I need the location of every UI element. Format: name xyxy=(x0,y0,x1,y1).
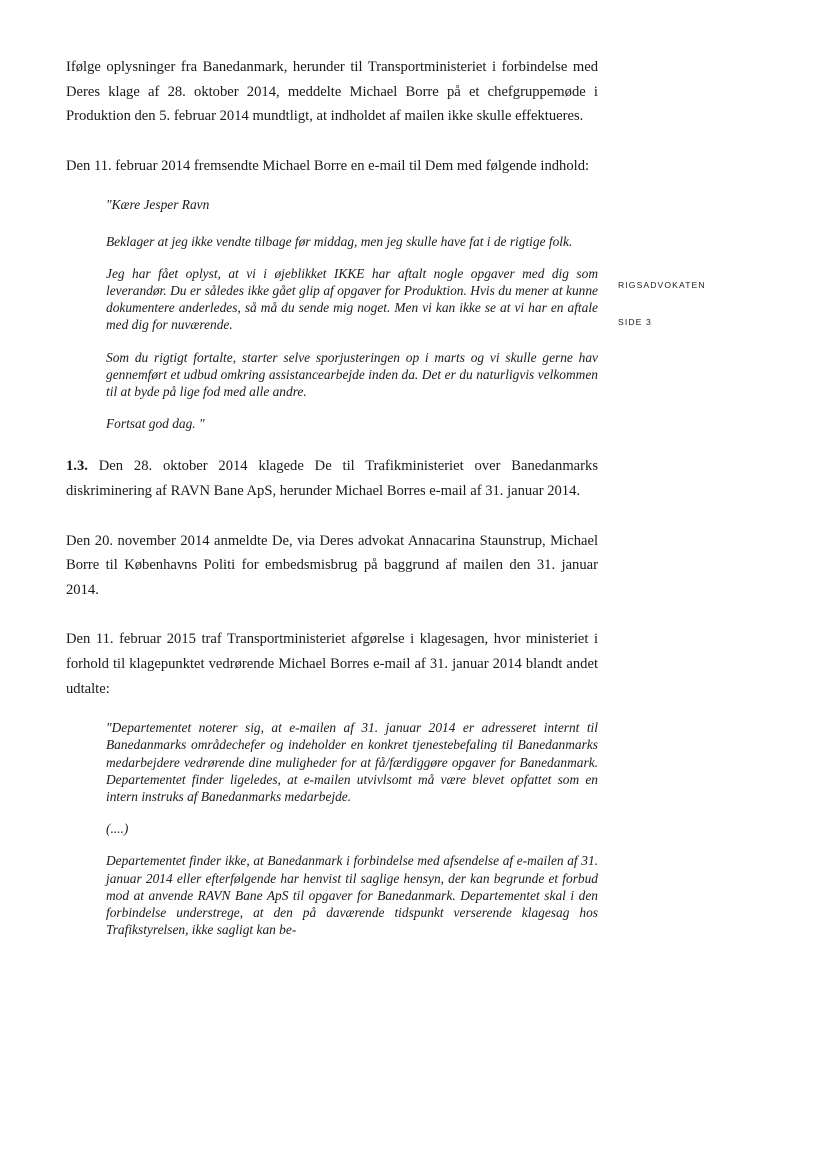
ministry-quote xyxy=(106,719,598,938)
paragraph-ministry-decision: Den 11. februar 2015 traf Transportministeriet afgørelse i klagesagen, hvor ministeriet i forhold til klagepunktet vedrørende Michael Borres e-mail af 31. januar 2014 blandt andet udtalte: xyxy=(66,631,598,697)
email-quote xyxy=(106,196,598,432)
document-body xyxy=(66,55,598,953)
paragraph-banedanmark-info: Ifølge oplysninger fra Banedanmark, herunder til Transportministeriet i forbindelse med Deres klage af 28. oktober 2014, meddelte Michael Borre på et chefgruppemøde i Produktion den 5. februar 2014 mundtligt, at indholdet af mailen ikke skulle effektueres. xyxy=(66,59,598,125)
quote-paragraph: Jeg har fået oplyst, at vi i øjeblikket IKKE har aftalt nogle opgaver med dig som leverandør. Du er således ikke gået glip af opgaver for Produktion. Hvis du mener at kunne dokumentere anderledes, så må du sende mig noget. Men vi kan ikke se at vi har en aftale med dig for nuværende. xyxy=(106,265,598,333)
paragraph-police-report: Den 20. november 2014 anmeldte De, via Deres advokat Annacarina Staunstrup, Michael Borre til Københavns Politi for embedsmisbrug på baggrund af mailen den 31. januar 2014. xyxy=(66,532,598,598)
section-text: Den 28. oktober 2014 klagede De til Trafikministeriet over Banedanmarks diskriminering af RAVN Bane ApS, herunder Michael Borres e-mail af 31. januar 2014. xyxy=(66,458,598,499)
paragraph-section-1-3 xyxy=(66,454,598,503)
quote-paragraph: Som du rigtigt fortalte, starter selve sporjusteringen op i marts og vi skulle gerne hav gennemført et udbud omkring assistancearbejde inden da. Det er du naturligvis velkommen til at byde på lige fod med alle andre. xyxy=(106,349,598,399)
page-number: SIDE 3 xyxy=(618,317,652,327)
sidebar-organization: RIGSADVOKATEN xyxy=(618,280,706,290)
paragraph-email-intro: Den 11. februar 2014 fremsendte Michael Borre en e-mail til Dem med følgende indhold: xyxy=(66,157,590,174)
quote-paragraph: Beklager at jeg ikke vendte tilbage før middag, men jeg skulle have fat i de rigtige folk. xyxy=(106,233,573,249)
section-number: 1.3. xyxy=(66,458,88,475)
quote-paragraph: Departementet finder ikke, at Banedanmark i forbindelse med afsendelse af e-mailen af 31. januar 2014 eller efterfølgende har henvist til saglige hensyn, der kan begrunde et forbud mod at anvende RAVN Bane ApS til opgaver for Banedanmark. Departementet skal i den forbindelse understrege, at den på daværende tidspunkt verserende klagesag hos Trafikstyrelsen, ikke sagligt kan be- xyxy=(106,853,598,938)
quote-ellipsis: (....) xyxy=(106,821,129,837)
quote-closing: Fortsat god dag. " xyxy=(106,416,205,432)
quote-paragraph: "Departementet noterer sig, at e-mailen af 31. januar 2014 er adresseret internt til Banedanmarks områdechefer og indeholder en konkret tjenestebefaling til Banedanmarks medarbejdere vedrørende dine muligheder for at få/færdiggøre opgaver for Banedanmark. Departementet finder ligeledes, at e-mailen utvivlsomt må være blevet opfattet som en intern instruks af Banedanmarks medarbejde. xyxy=(106,720,598,804)
quote-salutation: "Kære Jesper Ravn xyxy=(106,197,210,213)
